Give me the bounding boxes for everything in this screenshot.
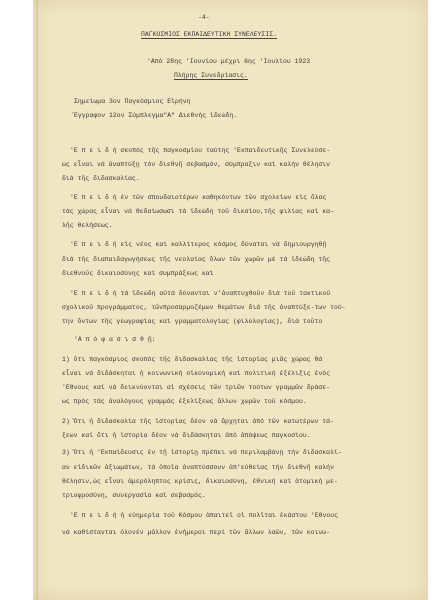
body-line: 3) Ὅτι ἡ 'Εκπαίδευσις ἐν τῇ ἱστορίῃ πρέπει νά περιλαμβάνῃ τήν διδασκαλί-: [62, 449, 342, 456]
page-number: -4-: [198, 14, 210, 21]
body-line: διεθνοῦς δικαιοσύνης καί συμπράξεως καί: [62, 270, 214, 277]
body-line: τάς χώρας εἶναι νά θεδαίωσωσι τά ἰδεώδη τοῦ δικαίου,τῆς φιλίας καί κα-: [62, 208, 334, 215]
body-line: 1) ὅτι παγκόσμιος σκοπός τῆς διδασκαλίας τῆς ἱστορίας μιᾶς χώρας θά: [62, 356, 323, 363]
body-line: ως εἶναι νά ἀναπτύξῃ τόν διεθνῆ σεβασμόν, σύμπραξιν καί καλήν θέλησιν: [62, 161, 331, 168]
body-line: ξεων καί ὅτι ἡ ἱστορία δέον νά διδάσκηται ἀπό ἀπόψεως παγκοσίου.: [62, 432, 311, 439]
body-line: νά καθίστανται ὁλονέν μᾶλλον ἐνήμεροι περί τῶν ἄλλων λαῶν, τῶν κοινω-: [62, 529, 331, 536]
conference-dates: 'Από 28ης 'Ιουνίου μέχρι 6ης 'Ιουλίου 1923: [147, 58, 311, 65]
body-line: λῆς θελήσεως.: [62, 222, 113, 229]
body-line: τριοφροσύνη, συνεργασία καί σεβασμός.: [62, 492, 206, 499]
body-line: διά τῆς διδασκαλίας.: [62, 175, 140, 182]
body-line: αν εἰδικῶν ἀξιωμάτων, τά ὁποῖα ἀναπτύσσουν ἀπ'εὐθείας τήν διεθνῆ καλήν: [62, 464, 334, 471]
document-page: [33, 0, 428, 600]
body-line: 'Ε π ε ι δ ή εἰς νέος καί καλλίτερος κόσμος δύναται νά δημιουργηθῇ: [70, 241, 327, 248]
body-line: 'Α π ό φ α σ ι σ θ ῇ:: [74, 336, 156, 343]
subject-line: Σημείωμα 3ον Παγκόσμιος Εἰρήνη: [74, 98, 191, 105]
body-line: 2) Ὅτι ἡ διδασκαλία τῆς ἱστορίας δέον νά ἄρχηται ἀπό τῶν κατωτέρων τά-: [62, 418, 334, 425]
body-line: 'Ε π ε ι δ ή σκοπός τῆς παγκοσμίου ταύτης 'Εκπαιδευτικῆς Συνελεύσε-: [70, 147, 331, 154]
body-line: 'Ε π ε ι δ ή ἡ εὐημερία τοῦ Κόσμου ἀπαιτεῖ οἱ πολῖται ἑκάστου 'Εθνους: [70, 512, 339, 519]
paper-edge: [36, 0, 38, 600]
body-line: εἶναι νά διδάσκηται ἡ κοινωνική οἰκονομική καί πολιτική ἐξέλιξις ἑνός: [62, 370, 331, 377]
body-line: σχολικοῦ προγράμματος, τῶνπροσαρμοζέμων θεμάτων διά τῆς ἀναπτύξε-των τού-: [62, 304, 346, 311]
body-line: 'Εθνους καί νά δεικνύονται αἱ σχέσεις τῶν τριῶν τούτων γραμμῶν δράσε-: [62, 384, 331, 391]
body-line: 'Ε π ε ι δ ή ἐν τῶν σπουδαιοτέρων καθηκόντων τῶν σχολείων εἰς ὅλας: [70, 194, 327, 201]
document-reference: Ἔγγραφον 12ον Σύμπλεγμα"Α" Διεθνής ἰδεώδη.: [74, 112, 238, 119]
session-heading: Πλήρης Συνεδρίασις.: [174, 72, 248, 79]
body-line: διά τῆς διαπαιδαγωγήσεως τῆς νεολαίας ὅλων τῶν χωρῶν μέ τά ἰδεώδη τῆς: [62, 256, 331, 263]
document-title: ΠΑΓΚΟΣΜΙΟΣ ΕΚΠΑΙΔΕΥΤΙΚΗ ΣΥΝΕΛΕΥΣΙΣ.: [141, 31, 277, 38]
body-line: θέλησιν,ὡς εἶναι ἀμερόληπτος κρίσις, δικαιοσύνη, ἐθνική καί ἀτομική με-: [62, 478, 338, 485]
body-line: την ὄντων τῆς γεωγραφίας καί γραμματολογίας (φιλολογίας), διά τοῦτο: [62, 318, 323, 325]
body-line: ως πρός τάς ἀναλόγους γραμμάς ἐξελίξεως ἄλλων χωρῶν τοῦ κόσμου.: [62, 398, 307, 405]
body-line: 'Ε π ε ι δ ή τά ἰδεώδη αὐτά δύνανται ν'ἀναπτυχθοῦν διά τοῦ τακτικοῦ: [70, 290, 331, 297]
